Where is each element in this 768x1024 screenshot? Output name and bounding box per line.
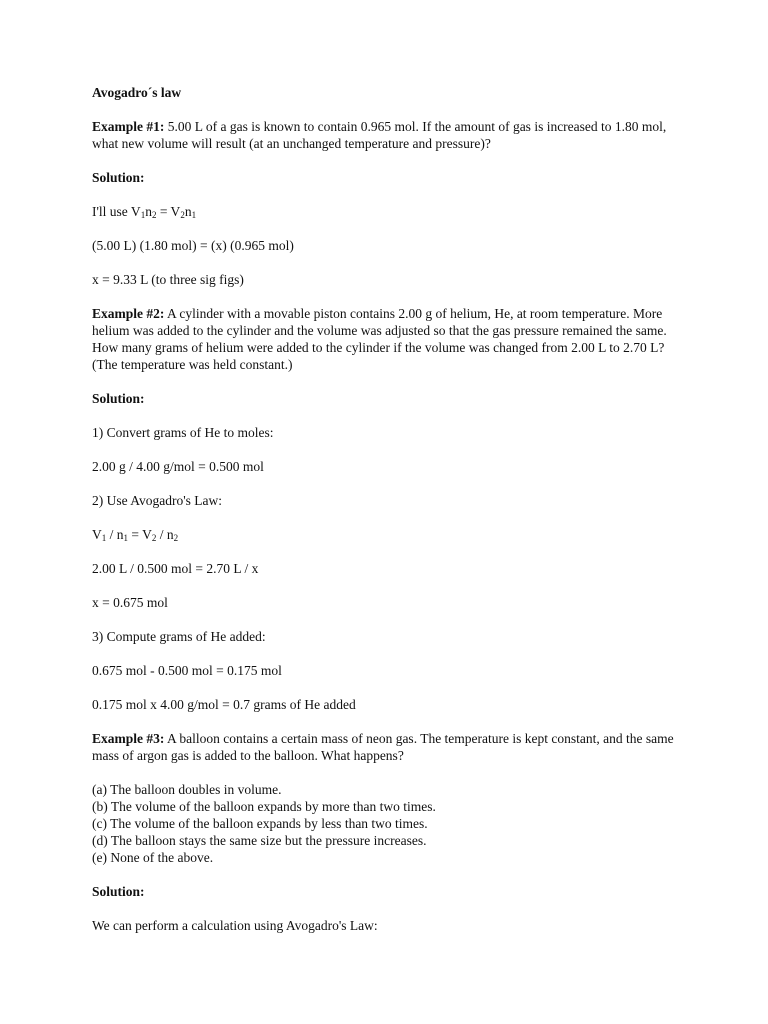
- example-3-label: Example #3:: [92, 731, 165, 746]
- eq-sub: 1: [101, 533, 107, 543]
- example-3-question: [92, 730, 682, 764]
- eq-part: / n: [106, 527, 124, 542]
- example-2-question: [92, 305, 682, 373]
- example-2-calc-5: 0.175 mol x 4.00 g/mol = 0.7 grams of He added: [92, 697, 356, 712]
- example-2-step-1: 1) Convert grams of He to moles:: [92, 425, 274, 440]
- example-3-solution-label: Solution:: [92, 884, 145, 899]
- option-e: (e) None of the above.: [92, 850, 214, 865]
- example-1-substitution: (5.00 L) (1.80 mol) = (x) (0.965 mol): [92, 238, 294, 253]
- page-title: Avogadro´s law: [92, 85, 182, 100]
- eq-part: n: [145, 204, 152, 219]
- example-2-step-3: 3) Compute grams of He added:: [92, 629, 266, 644]
- document-page: [92, 84, 682, 934]
- eq-sub: 1: [123, 533, 129, 543]
- eq-sub: 1: [191, 210, 197, 220]
- example-2-calc-4: 0.675 mol - 0.500 mol = 0.175 mol: [92, 663, 282, 678]
- example-1-question: [92, 118, 682, 152]
- example-2-label: Example #2:: [92, 306, 165, 321]
- example-2-solution-label: Solution:: [92, 391, 145, 406]
- example-2-calc-1: 2.00 g / 4.00 g/mol = 0.500 mol: [92, 459, 264, 474]
- example-2-calc-3: x = 0.675 mol: [92, 595, 168, 610]
- example-2-step-2: 2) Use Avogadro's Law:: [92, 493, 223, 508]
- option-b: (b) The volume of the balloon expands by more than two times.: [92, 799, 436, 814]
- eq-sub: 2: [173, 533, 179, 543]
- eq-part: I'll use V: [92, 204, 141, 219]
- example-1-result: x = 9.33 L (to three sig figs): [92, 272, 244, 287]
- option-a: (a) The balloon doubles in volume.: [92, 782, 282, 797]
- example-3-text: A balloon contains a certain mass of neon gas. The temperature is kept constant, and the same mass of argon gas is added to the balloon. What happens?: [92, 731, 674, 763]
- example-1-label: Example #1:: [92, 119, 165, 134]
- eq-part: / n: [156, 527, 174, 542]
- example-2-text: A cylinder with a movable piston contains 2.00 g of helium, He, at room temperature. More helium was added to the cylinder and the volume was adjusted so that the gas pressure remained the same. How many grams of helium were added to the cylinder if the volume was changed from 2.00 L to 2.70 L? (The temperature was held constant.): [92, 306, 667, 372]
- eq-sub: 1: [140, 210, 146, 220]
- example-2-law: [92, 526, 682, 543]
- eq-part: = V: [128, 527, 152, 542]
- example-2-calc-2: 2.00 L / 0.500 mol = 2.70 L / x: [92, 561, 259, 576]
- eq-part: = V: [156, 204, 181, 219]
- example-3-closing: We can perform a calculation using Avogadro's Law:: [92, 918, 378, 933]
- eq-sub: 2: [151, 210, 157, 220]
- eq-sub: 2: [151, 533, 157, 543]
- eq-part: n: [184, 204, 192, 219]
- option-c: (c) The volume of the balloon expands by less than two times.: [92, 816, 428, 831]
- example-1-text: 5.00 L of a gas is known to contain 0.965 mol. If the amount of gas is increased to 1.80 mol, what new volume will result (at an unchanged temperature and pressure)?: [92, 119, 667, 151]
- example-1-solution-label: Solution:: [92, 170, 145, 185]
- option-d: (d) The balloon stays the same size but the pressure increases.: [92, 833, 427, 848]
- eq-part: V: [92, 527, 102, 542]
- eq-sub: 2: [180, 210, 185, 220]
- example-1-equation: [92, 203, 682, 220]
